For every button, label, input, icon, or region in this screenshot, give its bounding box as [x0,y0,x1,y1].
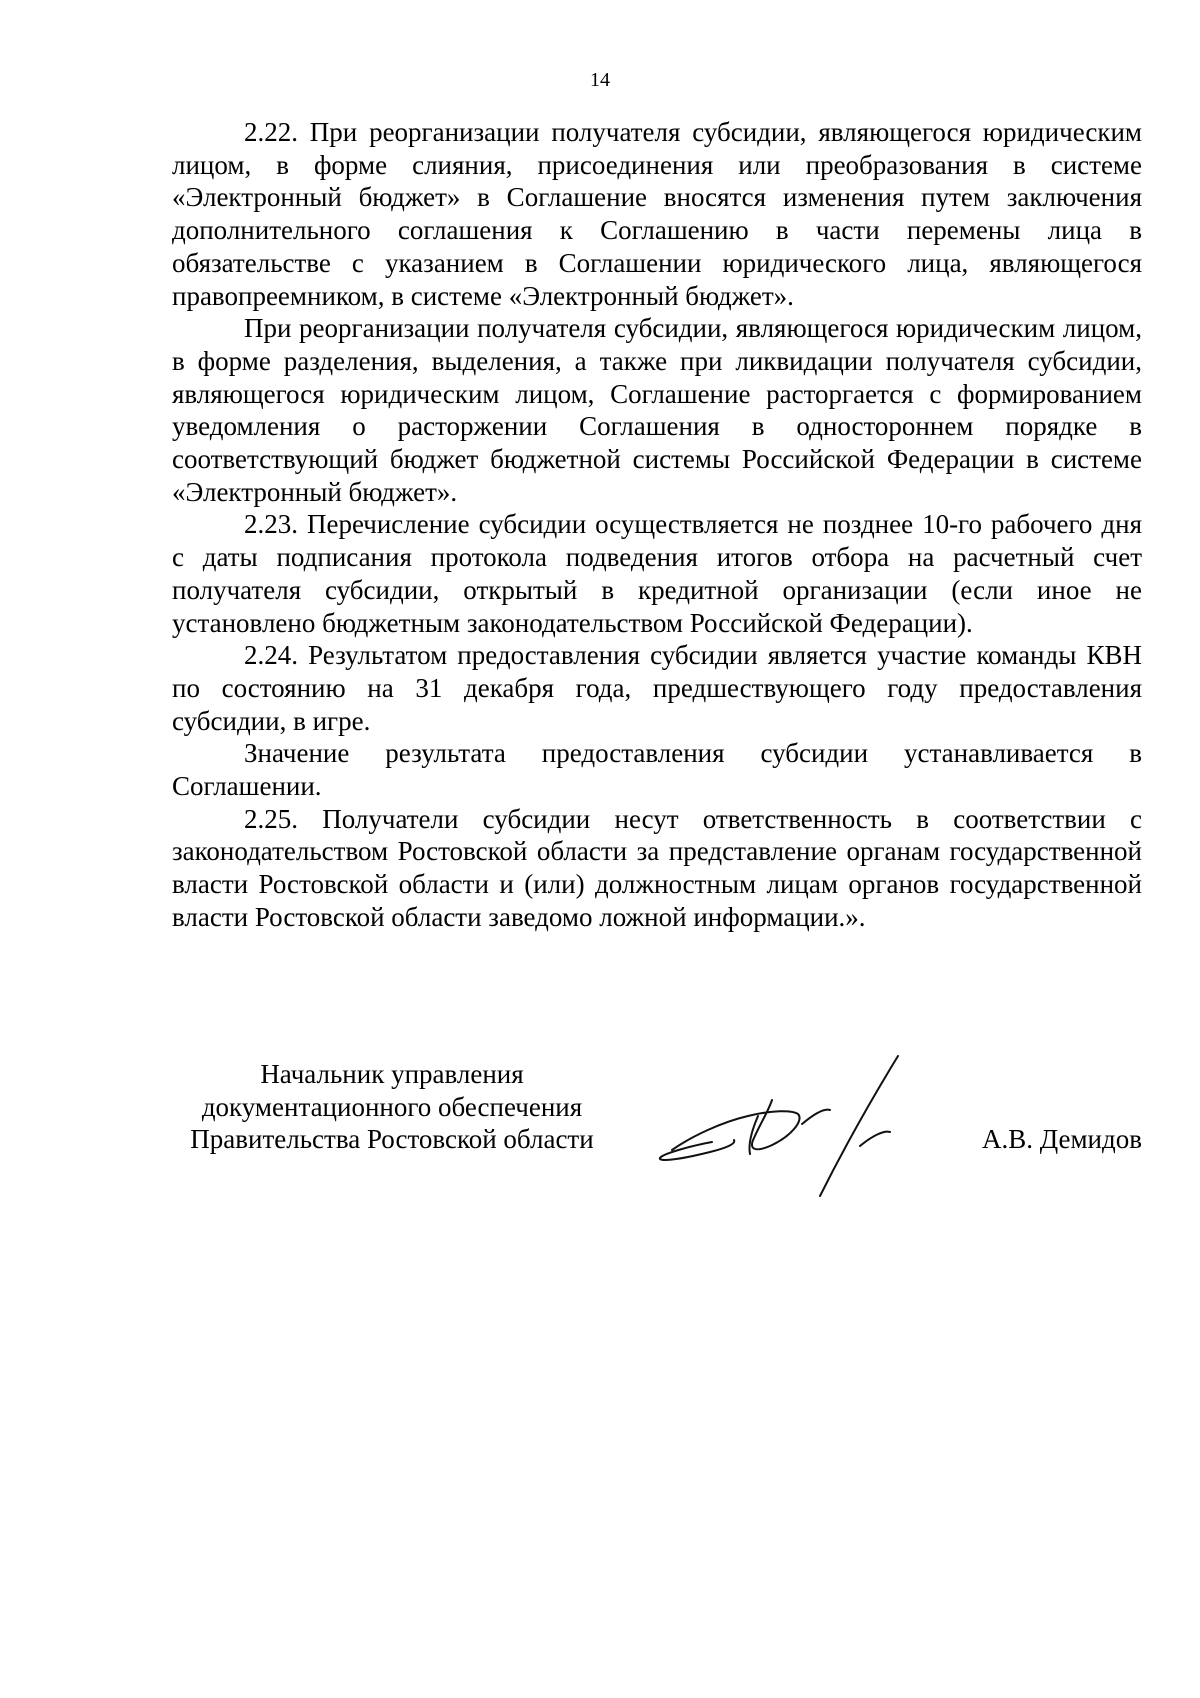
paragraph-2-25: 2.25. Получатели субсидии несут ответственность в соответствии с законодательством Ростовской области за представление органам государственной власти Ростовской области и (или) должностным лицам органов государственной власти Ростовской области заведомо ложной информации.». [172,803,1142,932]
signatory-position-line: документационного обеспечения [201,1091,583,1122]
signatory-position [172,1058,612,1156]
handwritten-signature [652,1050,932,1210]
signatory-position-line: Начальник управления [260,1059,524,1089]
paragraph-2-24: 2.24. Результатом предоставления субсидии является участие команды КВН по состоянию на 31 декабря года, предшествующего году предоставления субсидии, в игре. [172,640,1142,736]
paragraph-reorganization-liquidation: При реорганизации получателя субсидии, являющегося юридическим лицом, в форме разделения, выделения, а также при ликвидации получателя субсидии, являющегося юридическим лицом, Соглашение расторгается с формированием уведомления о расторжении Соглашения в одностороннем порядке в соответствующий бюджет бюджетной системы Российской Федерации в системе «Электронный бюджет». [172,313,1142,507]
document-body [172,116,1142,934]
paragraph-2-22: 2.22. При реорганизации получателя субсидии, являющегося юридическим лицом, в форме слияния, присоединения или преобразования в системе «Электронный бюджет» в Соглашение вносятся изменения путем заключения дополнительного соглашения к Соглашению в части перемены лица в обязательстве с указанием в Соглашении юридического лица, являющегося правопреемником, в системе «Электронный бюджет». [172,117,1142,311]
paragraph-result-value: Значение результата предоставления субсидии устанавливается в Соглашении. [172,738,1142,802]
signature-block [172,1058,1142,1218]
page-number: 14 [590,69,610,91]
paragraph-2-23: 2.23. Перечисление субсидии осуществляется не позднее 10-го рабочего дня с даты подписания протокола подведения итогов отбора на расчетный счет получателя субсидии, открытый в кредитной организации (если иное не установлено бюджетным законодательством Российской Федерации). [172,509,1142,638]
signatory-name: А.В. Демидов [981,1124,1142,1154]
signatory-position-line: Правительства Ростовской области [190,1124,594,1155]
